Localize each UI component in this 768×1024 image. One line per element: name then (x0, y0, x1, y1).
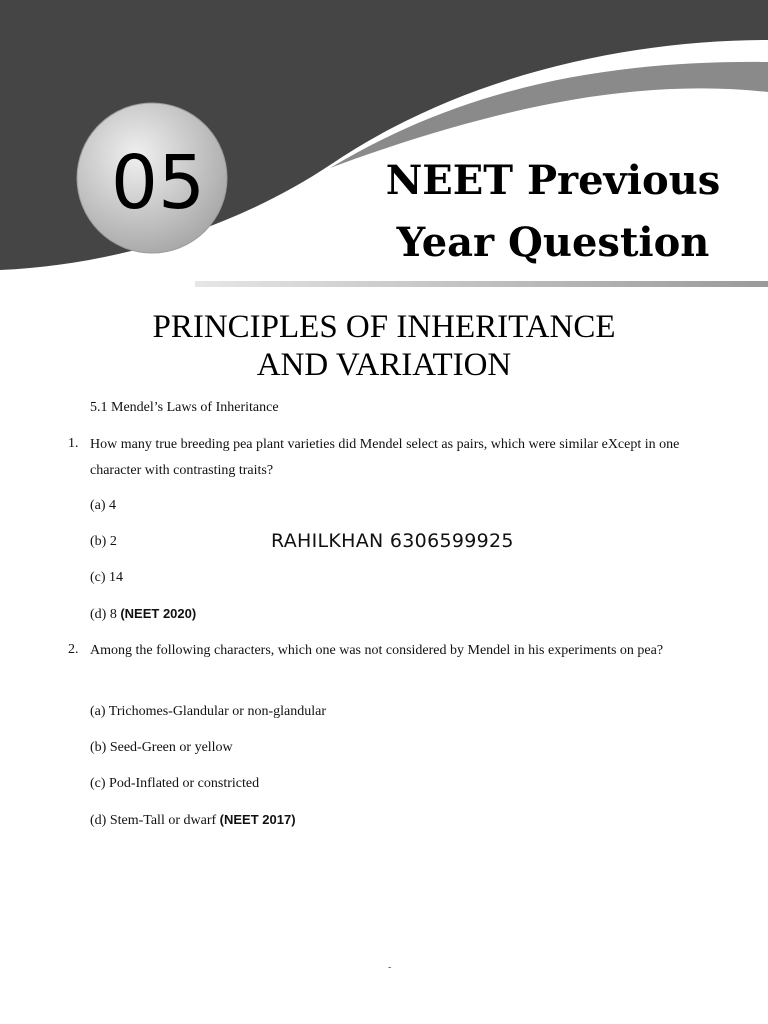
option-d-text: (d) 8 (90, 607, 117, 622)
option-a: (a) 4 (90, 498, 117, 513)
question-number: 1. (68, 436, 79, 451)
watermark-text: RAHILKHAN 6306599925 (271, 530, 514, 552)
exam-year-tag: (NEET 2017) (219, 812, 296, 827)
exam-year-tag: (NEET 2020) (120, 606, 197, 621)
question-text: How many true breeding pea plant varieties did Mendel select as pairs, which were similar eXcept in one character with contrasting traits? (90, 437, 680, 478)
option-b: (b) Seed-Green or yellow (90, 740, 233, 755)
option-c: (c) Pod-Inflated or constricted (90, 776, 260, 791)
chapter-title-line1: PRINCIPLES OF INHERITANCE (152, 309, 616, 345)
question-text: Among the following characters, which one was not considered by Mendel in his experiments on pea? (90, 643, 664, 658)
page-mark: - (388, 962, 392, 973)
question-number: 2. (68, 642, 79, 657)
header-title-line2: Year Question (396, 219, 710, 266)
chapter-number: 05 (110, 140, 206, 226)
header-title-line1: NEET Previous (385, 157, 721, 204)
chapter-title (100, 308, 668, 384)
chapter-title-line2: AND VARIATION (256, 347, 512, 383)
option-d (90, 606, 196, 623)
option-d-text: (d) Stem-Tall or dwarf (90, 813, 217, 828)
option-b: (b) 2 (90, 534, 117, 549)
header-title (360, 150, 746, 274)
section-title: 5.1 Mendel’s Laws of Inheritance (90, 400, 279, 415)
option-d (90, 812, 296, 829)
option-a: (a) Trichomes-Glandular or non-glandular (90, 704, 326, 719)
option-c: (c) 14 (90, 570, 124, 585)
